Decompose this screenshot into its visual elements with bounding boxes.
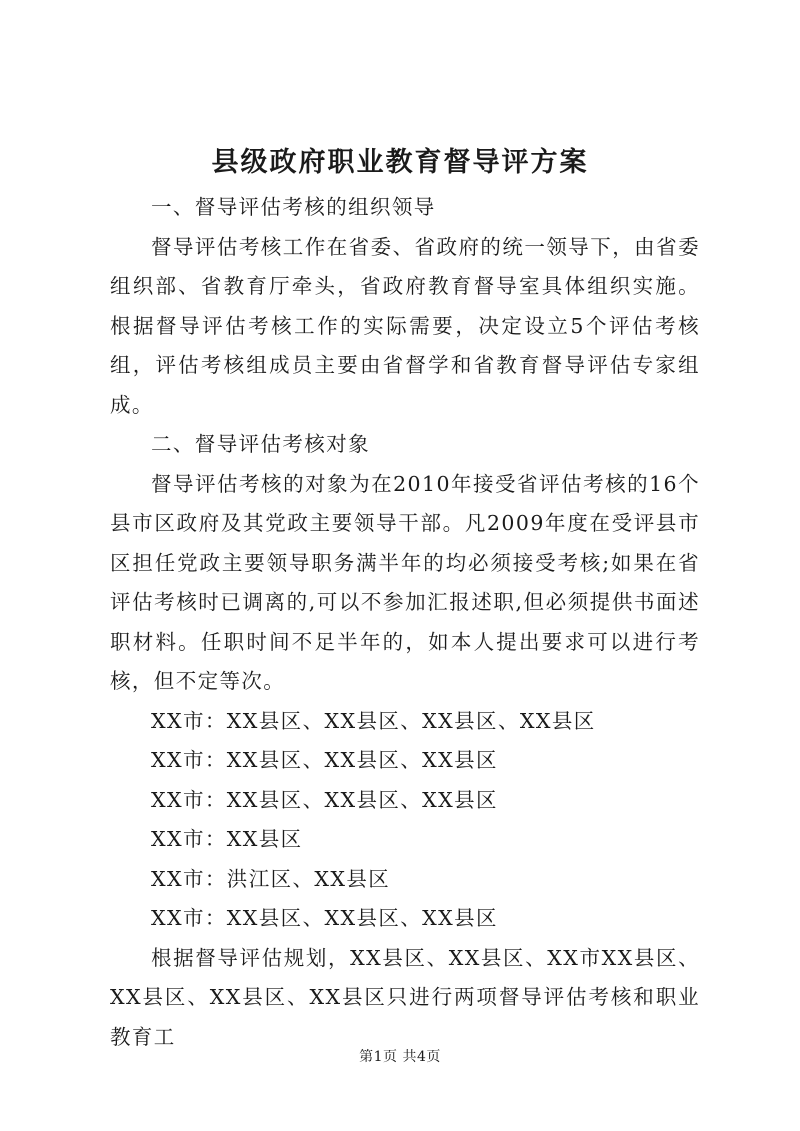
county-list-item: XX市：XX县区、XX县区、XX县区 [151, 748, 498, 772]
paragraph-organization: 督导评估考核工作在省委、省政府的统一领导下，由省委组织部、省教育厅牵头，省政府教育督导室具体组织实施。根据督导评估考核工作的实际需要，决定设立5个评估考核组，评估考核组成员主要由省督学和省教育督导评估专家组成。 [110, 234, 700, 417]
page-number-footer: 第1页 共4页 [359, 1049, 441, 1065]
county-list-item: XX市：XX县区、XX县区、XX县区 [151, 906, 498, 930]
document-title: 县级政府职业教育督导评方案 [211, 147, 589, 178]
county-list-item: XX市：洪江区、XX县区 [151, 866, 391, 891]
paragraph-targets: 督导评估考核的对象为在2010年接受省评估考核的16个县市区政府及其党政主要领导干部。凡2009年度在受评县市区担任党政主要领导职务满半年的均必须接受考核;如果在省评估考核时已调离的,可以不参加汇报述职,但必须提供书面述职材料。任职时间不足半年的，如本人提出要求可以进行考核，但不定等次。 [110, 471, 700, 693]
paragraph-planning: 根据督导评估规划，XX县区、XX县区、XX市XX县区、XX县区、XX县区、XX县区只进行两项督导评估考核和职业教育工 [110, 945, 700, 1049]
county-list-item: XX市：XX县区、XX县区、XX县区 [151, 787, 498, 812]
document-body [110, 188, 700, 1057]
county-list-item: XX市：XX县区 [151, 827, 303, 851]
section-heading-targets: 二、督导评估考核对象 [151, 432, 370, 456]
county-list-item: XX市：XX县区、XX县区、XX县区、XX县区 [151, 708, 596, 733]
section-heading-organization: 一、督导评估考核的组织领导 [151, 195, 436, 219]
